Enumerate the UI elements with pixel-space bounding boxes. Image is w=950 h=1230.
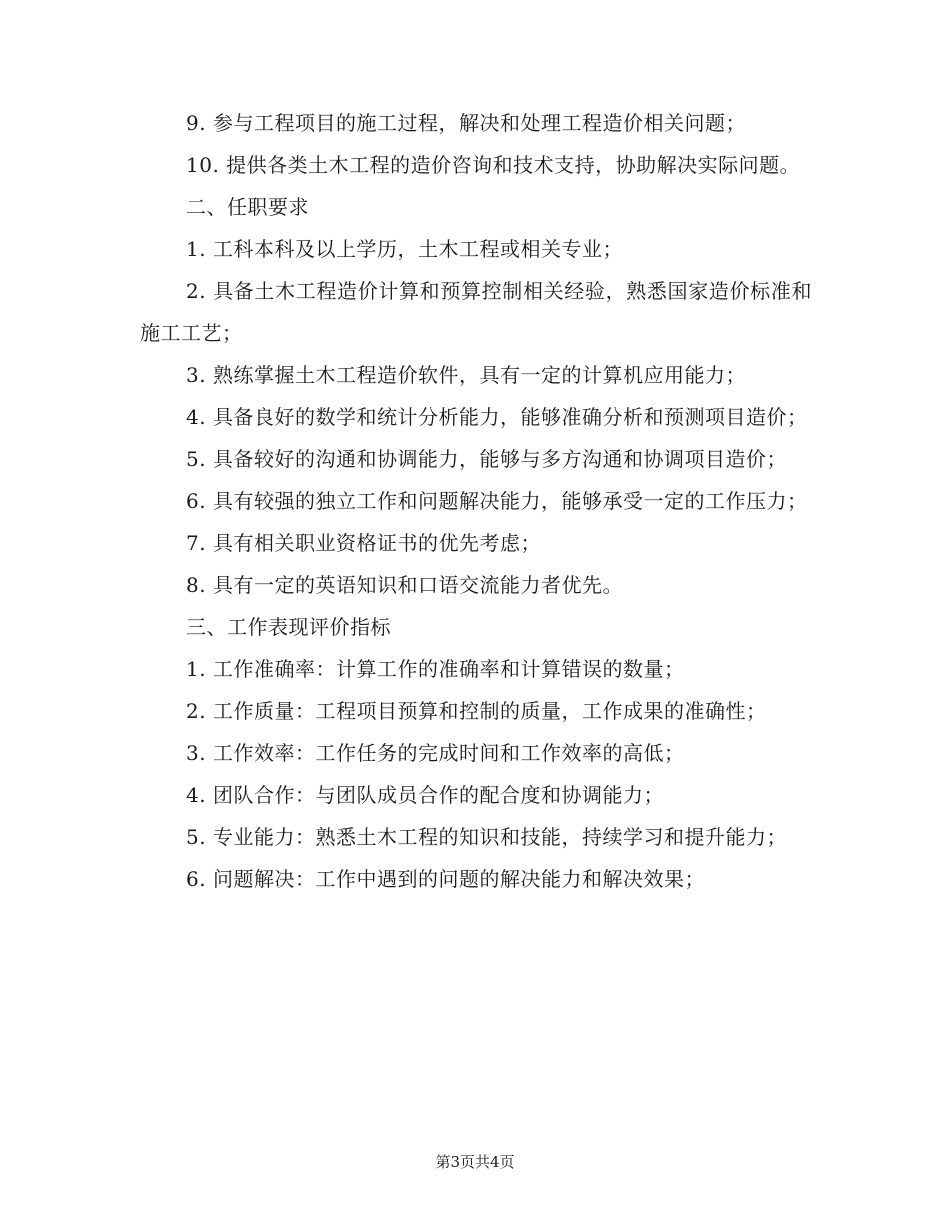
page-number-footer: 第3页共4页	[435, 1153, 515, 1171]
evaluation-item-6: 6. 问题解决：工作中遇到的问题的解决能力和解决效果；	[186, 867, 705, 891]
requirement-item-6: 6. 具有较强的独立工作和问题解决能力，能够承受一定的工作压力；	[186, 489, 808, 513]
requirement-item-8: 8. 具有一定的英语知识和口语交流能力者优先。	[186, 573, 623, 597]
section-heading-requirements: 二、任职要求	[186, 195, 309, 219]
requirement-item-3: 3. 熟练掌握土木工程造价软件，具有一定的计算机应用能力；	[186, 363, 746, 387]
requirement-item-7: 7. 具有相关职业资格证书的优先考虑；	[186, 531, 541, 555]
evaluation-item-5: 5. 专业能力：熟悉土木工程的知识和技能，持续学习和提升能力；	[186, 825, 787, 849]
requirement-item-5: 5. 具备较好的沟通和协调能力，能够与多方沟通和协调项目造价；	[186, 447, 787, 471]
requirement-item-2: 2. 具备土木工程造价计算和预算控制相关经验，熟悉国家造价标准和施工工艺；	[140, 279, 812, 345]
evaluation-item-1: 1. 工作准确率：计算工作的准确率和计算错误的数量；	[186, 657, 685, 681]
requirement-item-1: 1. 工科本科及以上学历，土木工程或相关专业；	[186, 237, 623, 261]
evaluation-item-2: 2. 工作质量：工程项目预算和控制的质量，工作成果的准确性；	[186, 699, 767, 723]
requirement-item-4: 4. 具备良好的数学和统计分析能力，能够准确分析和预测项目造价；	[186, 405, 808, 429]
evaluation-item-3: 3. 工作效率：工作任务的完成时间和工作效率的高低；	[186, 741, 685, 765]
paragraph-item-9: 9. 参与工程项目的施工过程，解决和处理工程造价相关问题；	[186, 111, 746, 135]
paragraph-item-10: 10. 提供各类土木工程的造价咨询和技术支持，协助解决实际问题。	[186, 153, 801, 177]
section-heading-evaluation: 三、工作表现评价指标	[186, 615, 391, 639]
evaluation-item-4: 4. 团队合作：与团队成员合作的配合度和协调能力；	[186, 783, 664, 807]
document-body	[140, 102, 812, 900]
